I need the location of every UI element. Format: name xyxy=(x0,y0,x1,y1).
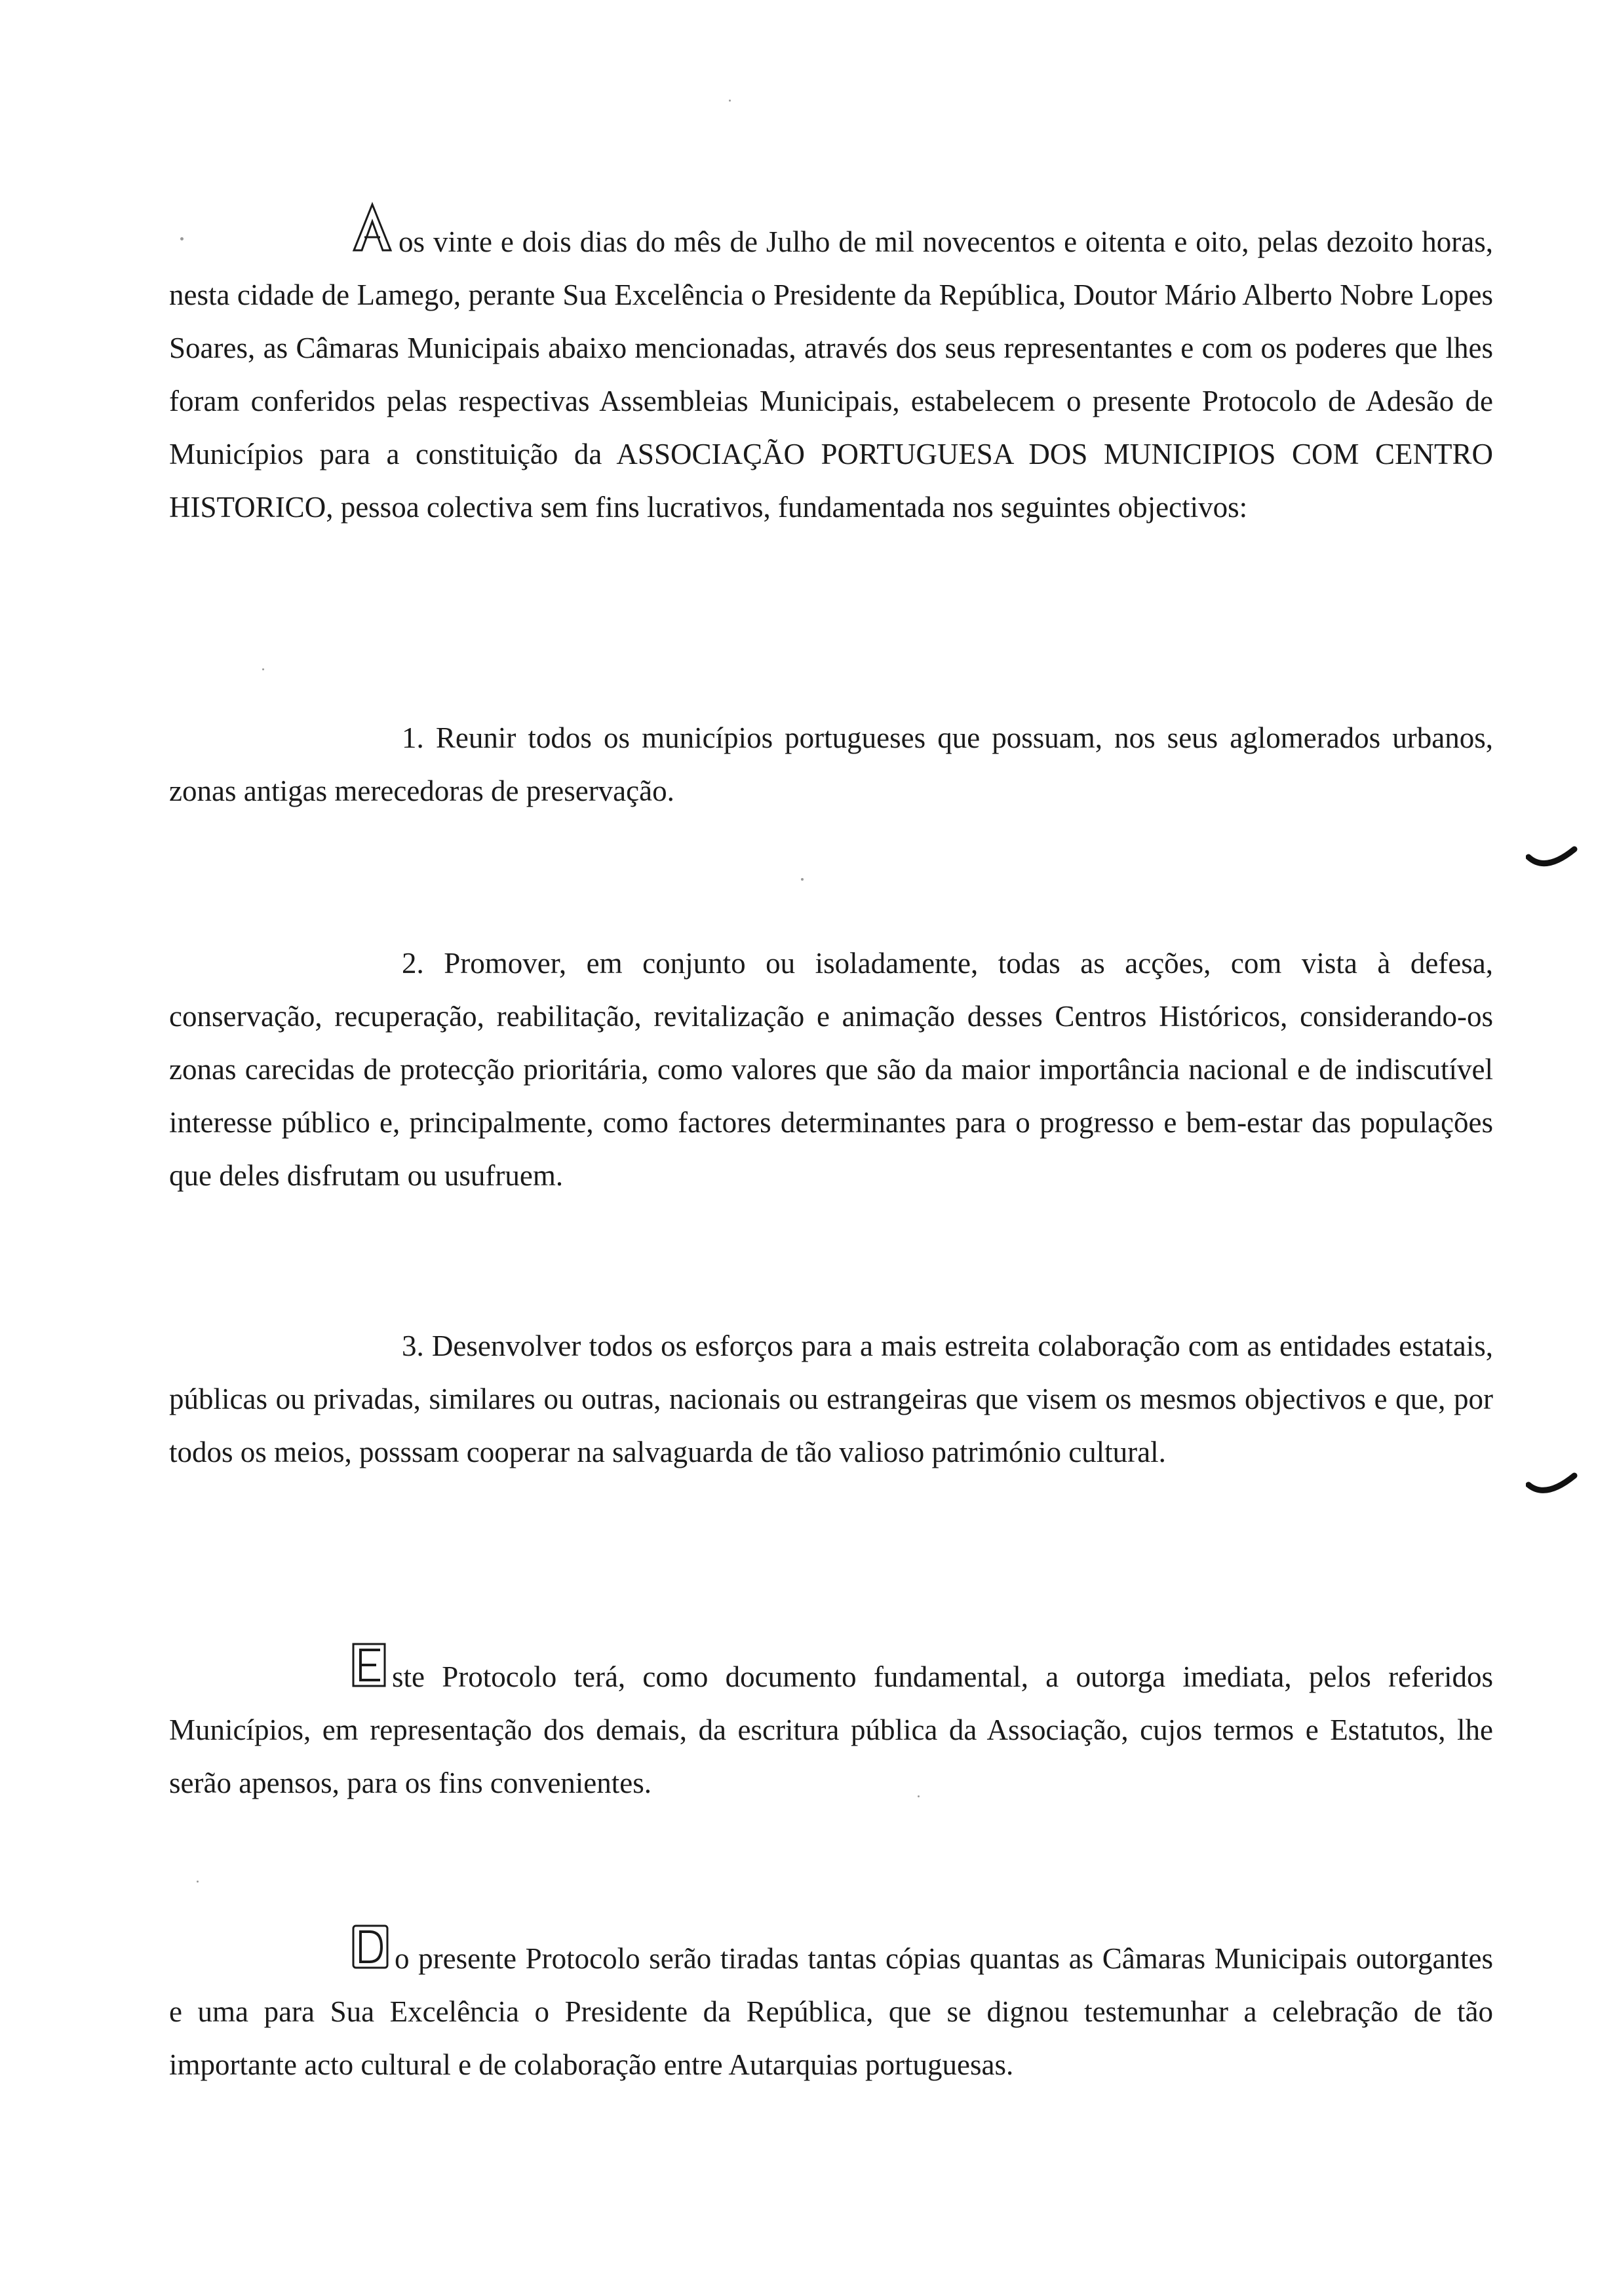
objective-3-paragraph xyxy=(169,1320,1493,1479)
protocol-paragraph xyxy=(169,1642,1493,1810)
margin-check-mark-icon xyxy=(1526,1472,1578,1504)
dropcap-e xyxy=(351,1642,387,1688)
dropcap-a-outline-icon xyxy=(351,202,393,253)
dropcap-e-outline-icon xyxy=(351,1642,387,1688)
objective-1-text: 1. Reunir todos os municípios portugueses que possuam, nos seus aglomerados urbanos, zonas antigas merecedoras de preservação. xyxy=(169,721,1493,807)
dropcap-d xyxy=(351,1924,389,1970)
scan-speck xyxy=(918,1795,920,1797)
objective-1-paragraph xyxy=(169,712,1493,818)
scan-speck xyxy=(180,237,184,240)
copies-text: o presente Protocolo serão tiradas tantas cópias quantas as Câmaras Municipais outorgantes e uma para Sua Excelência o Presidente da República, que se dignou testemunhar a celebração de tão importante acto cultural e de colaboração entre Autarquias portuguesas. xyxy=(169,1942,1493,2081)
copies-paragraph xyxy=(169,1924,1493,2092)
scan-speck xyxy=(801,878,804,881)
dropcap-d-letter: D xyxy=(368,1962,373,1968)
scan-speck xyxy=(729,100,731,102)
scan-speck xyxy=(262,668,264,670)
protocol-text: ste Protocolo terá, como documento fundamental, a outorga imediata, pelos referidos Municípios, em representação dos demais, da escritura pública da Associação, cujos termos e Estatutos, lhe serão apensos, para os fins convenientes. xyxy=(169,1660,1493,1799)
dropcap-e-letter: E xyxy=(367,1681,371,1687)
objective-2-paragraph xyxy=(169,937,1493,1202)
scan-speck xyxy=(197,1881,199,1883)
objective-3-text: 3. Desenvolver todos os esforços para a mais estreita colaboração com as entidades estatais, públicas ou privadas, similares ou outras, nacionais ou estrangeiras que visem os mesmos objectivos e que, por todos os meios, posssam cooperar na salvaguarda de tão valioso património cultural. xyxy=(169,1330,1493,1468)
dropcap-a-letter: A xyxy=(370,246,375,252)
dropcap-a xyxy=(351,202,393,253)
objective-2-text: 2. Promover, em conjunto ou isoladamente, todas as acções, com vista à defesa, conservação, recuperação, reabilitação, revitalização e animação desses Centros Históricos, considerando-os zonas carecidas de protecção prioritária, como valores que são da maior importância nacional e de indiscutível interesse público e, principalmente, como factores determinantes para o progresso e bem-estar das populações que deles disfrutam ou usufruem. xyxy=(169,947,1493,1192)
dropcap-d-outline-icon xyxy=(351,1924,389,1970)
margin-check-mark-icon xyxy=(1526,845,1578,878)
intro-paragraph xyxy=(169,202,1493,534)
intro-text: os vinte e dois dias do mês de Julho de mil novecentos e oitenta e oito, pelas dezoito horas, nesta cidade de Lamego, perante Sua Excelência o Presidente da República, Doutor Mário Alberto Nobre Lopes Soares, as Câmaras Municipais abaixo mencionadas, através dos seus representantes e com os poderes que lhes foram conferidos pelas respectivas Assembleias Municipais, estabelecem o presente Protocolo de Adesão de Municípios para a constituição da ASSOCIAÇÃO PORTUGUESA DOS MUNICIPIOS COM CENTRO HISTORICO, pessoa colectiva sem fins lucrativos, fundamentada nos seguintes objectivos: xyxy=(169,225,1493,524)
